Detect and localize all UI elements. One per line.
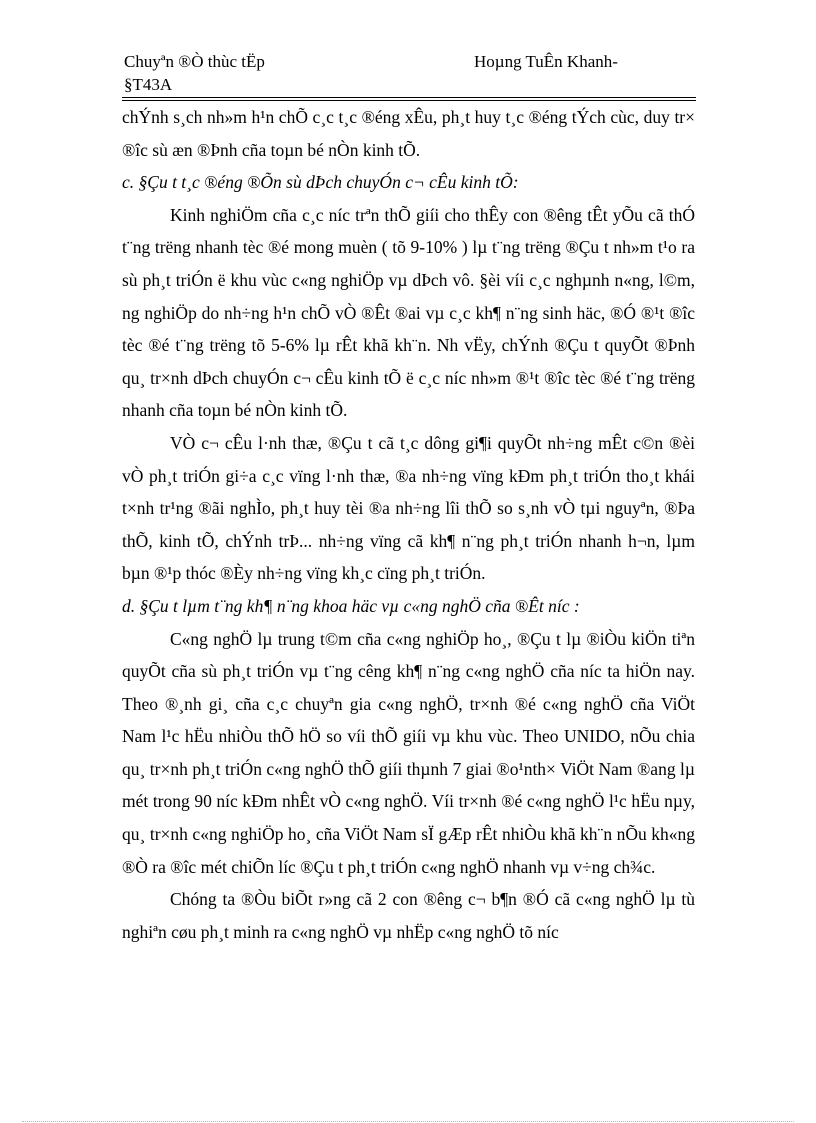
page-body	[122, 101, 695, 948]
header-author: Hoµng TuÊn Khanh-	[474, 52, 618, 71]
body-paragraph: Chóng ta ®Òu biÕt r»ng cã 2 con ®êng c¬ b¶n ®Ó cã c«ng nghÖ lµ tù nghiªn cøu ph¸t minh ra c«ng nghÖ vµ nhËp c«ng nghÖ tõ níc	[122, 889, 695, 942]
page-header	[124, 50, 699, 96]
header-document-title: Chuyªn ®Ò thùc tËp §T43A	[124, 52, 265, 94]
body-paragraph: chÝnh s¸ch nh»m h¹n chÕ c¸c t¸c ®éng xÊu, ph¸t huy t¸c ®éng tÝch cùc, duy tr× ®îc sù æn ®Þnh cña toµn bé nÒn kinh tÕ.	[122, 107, 695, 160]
body-paragraph: Kinh nghiÖm cña c¸c níc trªn thÕ giíi cho thÊy con ®êng tÊt yÕu cã thÓ t¨ng trëng nhanh tèc ®é mong muèn ( tõ 9-10% ) lµ t¨ng trëng ®Çu t nh»m t¹o ra sù ph¸t triÓn ë khu vùc c«ng nghiÖp vµ dÞch vô. §èi víi c¸c nghµnh n«ng, l©m, ng nghiÖp do nh÷ng h¹n chÕ vÒ ®Êt ®ai vµ c¸c kh¶ n¨ng sinh häc, ®Ó ®¹t ®îc tèc ®é t¨ng trëng tõ 5-6% lµ rÊt khã kh¨n. Nh vËy, chÝnh ®Çu t quyÕt ®Þnh qu¸ tr×nh dÞch chuyÓn c¬ cÊu kinh tÕ ë c¸c níc nh»m ®¹t ®îc tèc ®é t¨ng trëng nhanh cña toµn bé nÒn kinh tÕ.	[122, 204, 695, 421]
section-heading-d: d. §Çu t lµm t¨ng kh¶ n¨ng khoa häc vµ c«ng nghÖ cña ®Êt níc :	[122, 595, 580, 616]
page-bottom-border	[22, 1121, 794, 1122]
body-paragraph: C«ng nghÖ lµ trung t©m cña c«ng nghiÖp ho¸, ®Çu t lµ ®iÒu kiÖn tiªn quyÕt cña sù ph¸t triÓn vµ t¨ng cêng kh¶ n¨ng c«ng nghÖ cña níc ta hiÖn nay. Theo ®¸nh gi¸ cña c¸c chuyªn gia c«ng nghÖ, tr×nh ®é c«ng nghÖ cña ViÖt Nam l¹c hËu nhiÒu thÕ hÖ so víi thÕ giíi vµ khu vùc. Theo UNIDO, nÕu chia qu¸ tr×nh ph¸t triÓn c«ng nghÖ thÕ giíi thµnh 7 giai ®o¹nth× ViÖt Nam ®ang lµ mét trong 90 níc kÐm nhÊt vÒ c«ng nghÖ. Víi tr×nh ®é c«ng nghÖ l¹c hËu nµy, qu¸ tr×nh c«ng nghiÖp ho¸ cña ViÖt Nam sÏ gÆp rÊt nhiÒu khã kh¨n nÕu kh«ng ®Ò ra ®îc mét chiÕn líc ®Çu t ph¸t triÓn c«ng nghÖ nhanh vµ v÷ng ch¾c.	[122, 628, 695, 877]
body-paragraph: VÒ c¬ cÊu l·nh thæ, ®Çu t cã t¸c dông gi¶i quyÕt nh÷ng mÊt c©n ®èi vÒ ph¸t triÓn gi÷a c¸c vïng l·nh thæ, ®a nh÷ng vïng kÐm ph¸t triÓn tho¸t khái t×nh tr¹ng ®ãi nghÌo, ph¸t huy tèi ®a nh÷ng lîi thÕ so s¸nh vÒ tµi nguyªn, ®Þa thÕ, kinh tÕ, chÝnh trÞ... nh÷ng vïng cã kh¶ n¨ng ph¸t triÓn nhanh h¬n, lµm bµn ®¹p thóc ®Èy nh÷ng vïng kh¸c cïng ph¸t triÓn.	[122, 432, 695, 584]
section-heading-c: c. §Çu t t¸c ®éng ®Õn sù dÞch chuyÓn c¬ cÊu kinh tÕ:	[122, 172, 519, 193]
